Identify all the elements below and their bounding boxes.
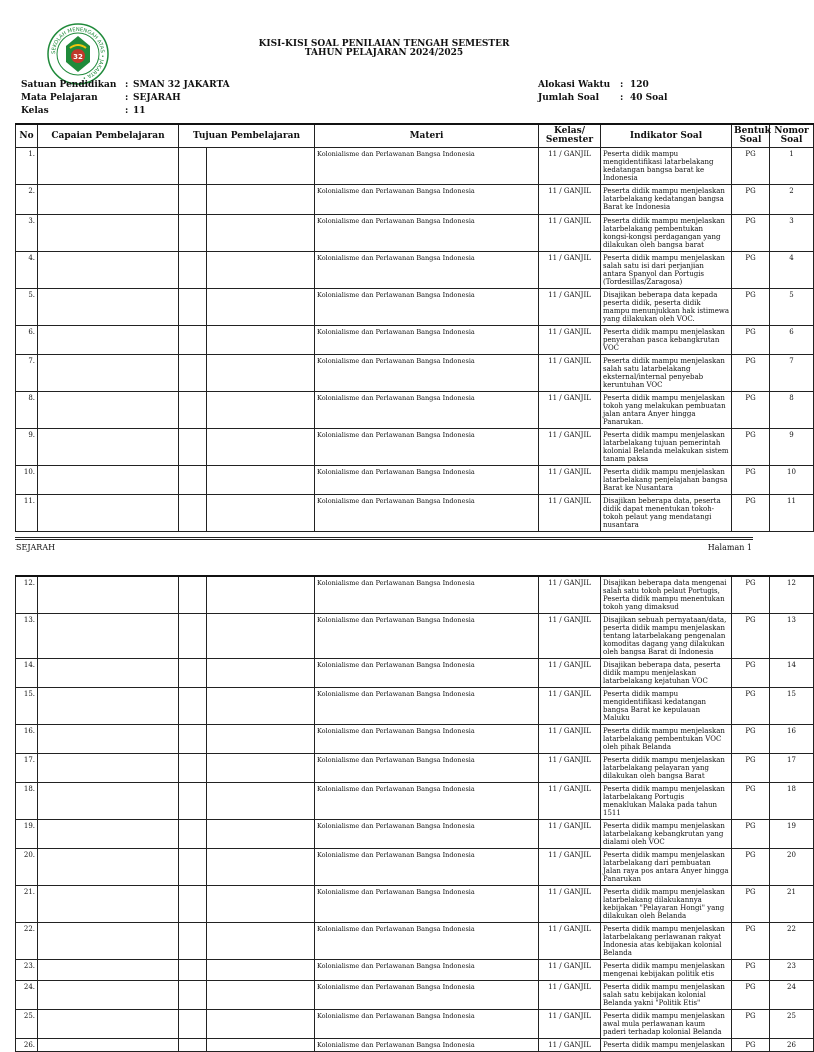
nomor-cell: 5 [770,289,814,326]
row-number: 6. [16,326,38,355]
tujuan-cell-b [207,215,315,252]
capaian-cell [38,849,179,886]
kelas-cell: 11 / GANJIL [539,783,601,820]
tujuan-cell-b [207,923,315,960]
bentuk-cell: PG [732,1010,770,1039]
materi-cell: Kolonialisme dan Perlawanan Bangsa Indonesia [315,783,539,820]
row-number: 17. [16,754,38,783]
kisi-kisi-table-page-2 [15,575,814,1052]
bentuk-cell: PG [732,355,770,392]
bentuk-cell: PG [732,886,770,923]
row-number: 22. [16,923,38,960]
row-number: 12. [16,576,38,614]
table-row [16,923,814,960]
materi-cell: Kolonialisme dan Perlawanan Bangsa Indonesia [315,215,539,252]
meta-row-jumlah: Jumlah Soal : 40 Soal [538,93,668,103]
row-number: 23. [16,960,38,981]
indikator-cell: Disajikan beberapa data, peserta didik dapat menentukan tokoh-tokoh pelaut yang mendatangi nusantara [601,495,732,532]
bentuk-cell: PG [732,754,770,783]
table-row [16,614,814,659]
row-number: 7. [16,355,38,392]
nomor-cell: 18 [770,783,814,820]
table-row [16,725,814,754]
capaian-cell [38,148,179,185]
tujuan-cell-a [179,849,207,886]
row-number: 13. [16,614,38,659]
bentuk-cell: PG [732,185,770,215]
nomor-cell: 6 [770,326,814,355]
table-row [16,148,814,185]
indikator-cell: Peserta didik mampu menjelaskan latarbelakang kedatangan bangsa Barat ke Indonesia [601,185,732,215]
table-row [16,1010,814,1039]
materi-cell: Kolonialisme dan Perlawanan Bangsa Indonesia [315,886,539,923]
bentuk-cell: PG [732,981,770,1010]
logo-number: 32 [73,53,83,61]
tujuan-cell-b [207,1010,315,1039]
row-number: 10. [16,466,38,495]
tujuan-cell-a [179,659,207,688]
tujuan-cell-a [179,252,207,289]
col-header-capaian: Capaian Pembelajaran [38,124,179,148]
nomor-cell: 13 [770,614,814,659]
tujuan-cell-b [207,355,315,392]
bentuk-cell: PG [732,148,770,185]
table-row [16,960,814,981]
indikator-cell: Disajikan beberapa data kepada peserta didik, peserta didik mampu menunjukkan hak istimewa yang dilakukan oleh VOC. [601,289,732,326]
kelas-cell: 11 / GANJIL [539,215,601,252]
capaian-cell [38,252,179,289]
kelas-cell: 11 / GANJIL [539,185,601,215]
bentuk-cell: PG [732,495,770,532]
kelas-cell: 11 / GANJIL [539,688,601,725]
table-row [16,289,814,326]
row-number: 3. [16,215,38,252]
capaian-cell [38,783,179,820]
nomor-cell: 9 [770,429,814,466]
tujuan-cell-b [207,614,315,659]
tujuan-cell-b [207,886,315,923]
kelas-cell: 11 / GANJIL [539,252,601,289]
row-number: 2. [16,185,38,215]
tujuan-cell-b [207,960,315,981]
tujuan-cell-b [207,1039,315,1052]
logo-ring-text: SEKOLAH MENENGAH ATAS • JAKARTA • [50,26,106,81]
table-row [16,783,814,820]
bentuk-cell: PG [732,466,770,495]
row-number: 16. [16,725,38,754]
indikator-cell: Disajikan beberapa data, peserta didik mampu menjelaskan latarbelakang kejatuhan VOC [601,659,732,688]
indikator-cell: Peserta didik mampu menjelaskan latarbelakang pembentukan kongsi-kongsi perdagangan yang dilakukan oleh bangsa barat [601,215,732,252]
bentuk-cell: PG [732,923,770,960]
indikator-cell: Peserta didik mampu menjelaskan salah satu kebijakan kolonial Belanda yakni "Politik Etis" [601,981,732,1010]
row-number: 26. [16,1039,38,1052]
bentuk-cell: PG [732,783,770,820]
capaian-cell [38,1039,179,1052]
materi-cell: Kolonialisme dan Perlawanan Bangsa Indonesia [315,960,539,981]
indikator-cell: Peserta didik mampu menjelaskan awal mula perlawanan kaum paderi terhadap kolonial Belanda [601,1010,732,1039]
tujuan-cell-a [179,725,207,754]
kelas-cell: 11 / GANJIL [539,614,601,659]
col-header-bentuk: Bentuk Soal [732,124,770,148]
table-row [16,392,814,429]
indikator-cell: Peserta didik mampu mengidentifikasi latarbelakang kedatangan bangsa barat ke Indonesia [601,148,732,185]
materi-cell: Kolonialisme dan Perlawanan Bangsa Indonesia [315,576,539,614]
nomor-cell: 22 [770,923,814,960]
tujuan-cell-b [207,576,315,614]
materi-cell: Kolonialisme dan Perlawanan Bangsa Indonesia [315,148,539,185]
footer-page-number: Halaman 1 [707,543,752,552]
tujuan-cell-b [207,148,315,185]
indikator-cell: Peserta didik mampu menjelaskan mengenai kebijakan politik etis [601,960,732,981]
nomor-cell: 17 [770,754,814,783]
bentuk-cell: PG [732,688,770,725]
capaian-cell [38,576,179,614]
table-row [16,688,814,725]
nomor-cell: 10 [770,466,814,495]
table-row [16,215,814,252]
table-row [16,576,814,614]
tujuan-cell-b [207,981,315,1010]
capaian-cell [38,466,179,495]
tujuan-cell-a [179,1039,207,1052]
tujuan-cell-b [207,688,315,725]
kelas-cell: 11 / GANJIL [539,576,601,614]
indikator-cell: Peserta didik mampu menjelaskan [601,1039,732,1052]
bentuk-cell: PG [732,1039,770,1052]
nomor-cell: 4 [770,252,814,289]
materi-cell: Kolonialisme dan Perlawanan Bangsa Indonesia [315,289,539,326]
bentuk-cell: PG [732,252,770,289]
nomor-cell: 14 [770,659,814,688]
capaian-cell [38,754,179,783]
tujuan-cell-a [179,185,207,215]
materi-cell: Kolonialisme dan Perlawanan Bangsa Indonesia [315,725,539,754]
capaian-cell [38,614,179,659]
bentuk-cell: PG [732,576,770,614]
table-row [16,981,814,1010]
nomor-cell: 2 [770,185,814,215]
indikator-cell: Peserta didik mampu menjelaskan latarbelakang penjelajahan bangsa Barat ke Nusantara [601,466,732,495]
capaian-cell [38,429,179,466]
table-row [16,355,814,392]
row-number: 18. [16,783,38,820]
capaian-cell [38,981,179,1010]
nomor-cell: 12 [770,576,814,614]
table-row [16,495,814,532]
capaian-cell [38,923,179,960]
kelas-cell: 11 / GANJIL [539,960,601,981]
materi-cell: Kolonialisme dan Perlawanan Bangsa Indonesia [315,355,539,392]
kelas-cell: 11 / GANJIL [539,148,601,185]
kelas-cell: 11 / GANJIL [539,495,601,532]
kelas-cell: 11 / GANJIL [539,849,601,886]
table-header-row [16,124,814,148]
table-row [16,659,814,688]
tujuan-cell-a [179,923,207,960]
tujuan-cell-a [179,688,207,725]
table-row [16,754,814,783]
tujuan-cell-a [179,754,207,783]
table-row [16,849,814,886]
nomor-cell: 25 [770,1010,814,1039]
kelas-cell: 11 / GANJIL [539,429,601,466]
indikator-cell: Peserta didik mampu menjelaskan latarbelakang tujuan pemerintah kolonial Belanda melakukan sistem tanam paksa [601,429,732,466]
indikator-cell: Peserta didik mampu menjelaskan latarbelakang perlawanan rakyat Indonesia atas kebijakan kolonial Belanda [601,923,732,960]
nomor-cell: 20 [770,849,814,886]
materi-cell: Kolonialisme dan Perlawanan Bangsa Indonesia [315,849,539,886]
indikator-cell: Peserta didik mampu menjelaskan latarbelakang pelayaran yang dilakukan oleh bangsa Barat [601,754,732,783]
bentuk-cell: PG [732,289,770,326]
materi-cell: Kolonialisme dan Perlawanan Bangsa Indonesia [315,1010,539,1039]
indikator-cell: Peserta didik mampu menjelaskan latarbelakang pembentukan VOC oleh pihak Belanda [601,725,732,754]
nomor-cell: 15 [770,688,814,725]
tujuan-cell-a [179,960,207,981]
capaian-cell [38,820,179,849]
row-number: 8. [16,392,38,429]
kelas-cell: 11 / GANJIL [539,1010,601,1039]
materi-cell: Kolonialisme dan Perlawanan Bangsa Indonesia [315,185,539,215]
tujuan-cell-b [207,754,315,783]
bentuk-cell: PG [732,215,770,252]
bentuk-cell: PG [732,326,770,355]
materi-cell: Kolonialisme dan Perlawanan Bangsa Indonesia [315,392,539,429]
row-number: 14. [16,659,38,688]
col-header-tujuan: Tujuan Pembelajaran [179,124,315,148]
capaian-cell [38,326,179,355]
table-row [16,252,814,289]
document-title: KISI-KISI SOAL PENILAIAN TENGAH SEMESTER [258,39,510,49]
meta-row-kelas: Kelas : 11 [21,106,146,116]
row-number: 11. [16,495,38,532]
nomor-cell: 23 [770,960,814,981]
tujuan-cell-b [207,820,315,849]
bentuk-cell: PG [732,820,770,849]
row-number: 9. [16,429,38,466]
footer-subject: SEJARAH [16,543,56,552]
tujuan-cell-a [179,289,207,326]
tujuan-cell-a [179,614,207,659]
nomor-cell: 24 [770,981,814,1010]
tujuan-cell-b [207,783,315,820]
materi-cell: Kolonialisme dan Perlawanan Bangsa Indonesia [315,1039,539,1052]
kelas-cell: 11 / GANJIL [539,981,601,1010]
indikator-cell: Peserta didik mampu menjelaskan tokoh yang melakukan pembuatan jalan antara Anyer hingga Panarukan. [601,392,732,429]
bentuk-cell: PG [732,429,770,466]
nomor-cell: 1 [770,148,814,185]
tujuan-cell-b [207,466,315,495]
capaian-cell [38,215,179,252]
tujuan-cell-a [179,429,207,466]
tujuan-cell-b [207,659,315,688]
capaian-cell [38,659,179,688]
table-row [16,185,814,215]
tujuan-cell-a [179,1010,207,1039]
row-number: 5. [16,289,38,326]
meta-row-alokasi: Alokasi Waktu : 120 [538,80,649,90]
capaian-cell [38,688,179,725]
indikator-cell: Peserta didik mampu menjelaskan salah satu latarbelakang eksternal/internal penyebab keruntuhan VOC [601,355,732,392]
kelas-cell: 11 / GANJIL [539,289,601,326]
row-number: 20. [16,849,38,886]
nomor-cell: 3 [770,215,814,252]
nomor-cell: 26 [770,1039,814,1052]
capaian-cell [38,185,179,215]
capaian-cell [38,392,179,429]
tujuan-cell-a [179,392,207,429]
materi-cell: Kolonialisme dan Perlawanan Bangsa Indonesia [315,981,539,1010]
tujuan-cell-a [179,495,207,532]
materi-cell: Kolonialisme dan Perlawanan Bangsa Indonesia [315,614,539,659]
kelas-cell: 11 / GANJIL [539,923,601,960]
tujuan-cell-b [207,289,315,326]
capaian-cell [38,1010,179,1039]
kelas-cell: 11 / GANJIL [539,355,601,392]
kelas-cell: 11 / GANJIL [539,326,601,355]
table-row [16,429,814,466]
col-header-indikator: Indikator Soal [601,124,732,148]
capaian-cell [38,725,179,754]
page-footer-rule [15,537,753,540]
table-row [16,1039,814,1052]
bentuk-cell: PG [732,725,770,754]
row-number: 4. [16,252,38,289]
tujuan-cell-a [179,886,207,923]
bentuk-cell: PG [732,960,770,981]
materi-cell: Kolonialisme dan Perlawanan Bangsa Indonesia [315,820,539,849]
bentuk-cell: PG [732,849,770,886]
indikator-cell: Disajikan sebuah pernyataan/data, peserta didik mampu menjelaskan tentang latarbelakang pengenalan komoditas dagang yang dilakukan oleh bangsa Barat di Indonesia [601,614,732,659]
table-row [16,466,814,495]
tujuan-cell-a [179,576,207,614]
indikator-cell: Peserta didik mampu menjelaskan penyerahan pasca kebangkrutan VOC [601,326,732,355]
meta-row-satuan: Satuan Pendidikan : SMAN 32 JAKARTA [21,80,230,90]
nomor-cell: 21 [770,886,814,923]
document-subtitle: TAHUN PELAJARAN 2024/2025 [304,48,464,58]
tujuan-cell-b [207,429,315,466]
materi-cell: Kolonialisme dan Perlawanan Bangsa Indonesia [315,252,539,289]
materi-cell: Kolonialisme dan Perlawanan Bangsa Indonesia [315,495,539,532]
capaian-cell [38,495,179,532]
bentuk-cell: PG [732,659,770,688]
indikator-cell: Disajikan beberapa data mengenai salah satu tokoh pelaut Portugis, Peserta didik mampu menentukan tokoh yang dimaksud [601,576,732,614]
materi-cell: Kolonialisme dan Perlawanan Bangsa Indonesia [315,326,539,355]
kisi-kisi-table-page-1 [15,123,814,532]
tujuan-cell-a [179,981,207,1010]
tujuan-cell-b [207,725,315,754]
row-number: 21. [16,886,38,923]
tujuan-cell-a [179,148,207,185]
materi-cell: Kolonialisme dan Perlawanan Bangsa Indonesia [315,688,539,725]
row-number: 15. [16,688,38,725]
indikator-cell: Peserta didik mampu menjelaskan salah satu isi dari perjanjian antara Spanyol dan Portugis (Tordesillas/Zaragosa) [601,252,732,289]
capaian-cell [38,960,179,981]
materi-cell: Kolonialisme dan Perlawanan Bangsa Indonesia [315,466,539,495]
row-number: 1. [16,148,38,185]
kelas-cell: 11 / GANJIL [539,754,601,783]
kelas-cell: 11 / GANJIL [539,392,601,429]
table-row [16,326,814,355]
tujuan-cell-b [207,849,315,886]
nomor-cell: 7 [770,355,814,392]
kelas-cell: 11 / GANJIL [539,725,601,754]
tujuan-cell-a [179,326,207,355]
table-row [16,820,814,849]
indikator-cell: Peserta didik mampu mengidentifikasi kedatangan bangsa Barat ke kepulauan Maluku [601,688,732,725]
table-row [16,886,814,923]
col-header-materi: Materi [315,124,539,148]
indikator-cell: Peserta didik mampu menjelaskan latarbelakang kebangkrutan yang dialami oleh VOC [601,820,732,849]
capaian-cell [38,355,179,392]
bentuk-cell: PG [732,614,770,659]
materi-cell: Kolonialisme dan Perlawanan Bangsa Indonesia [315,659,539,688]
tujuan-cell-a [179,355,207,392]
capaian-cell [38,886,179,923]
tujuan-cell-b [207,185,315,215]
meta-right [538,79,667,105]
meta-left [21,79,230,118]
col-header-kelas: Kelas/ Semester [539,124,601,148]
tujuan-cell-a [179,466,207,495]
row-number: 24. [16,981,38,1010]
tujuan-cell-b [207,252,315,289]
nomor-cell: 19 [770,820,814,849]
tujuan-cell-b [207,326,315,355]
materi-cell: Kolonialisme dan Perlawanan Bangsa Indonesia [315,923,539,960]
materi-cell: Kolonialisme dan Perlawanan Bangsa Indonesia [315,754,539,783]
tujuan-cell-b [207,495,315,532]
kelas-cell: 11 / GANJIL [539,1039,601,1052]
tujuan-cell-a [179,820,207,849]
materi-cell: Kolonialisme dan Perlawanan Bangsa Indonesia [315,429,539,466]
tujuan-cell-b [207,392,315,429]
col-header-no: No [16,124,38,148]
indikator-cell: Peserta didik mampu menjelaskan latarbelakang Portugis menaklukan Malaka pada tahun 1511 [601,783,732,820]
tujuan-cell-a [179,215,207,252]
col-header-nomor: Nomor Soal [770,124,814,148]
nomor-cell: 16 [770,725,814,754]
row-number: 25. [16,1010,38,1039]
bentuk-cell: PG [732,392,770,429]
kelas-cell: 11 / GANJIL [539,820,601,849]
nomor-cell: 11 [770,495,814,532]
nomor-cell: 8 [770,392,814,429]
row-number: 19. [16,820,38,849]
indikator-cell: Peserta didik mampu menjelaskan latarbelakang dari pembuatan Jalan raya pos antara Anyer hingga Panarukan [601,849,732,886]
kelas-cell: 11 / GANJIL [539,886,601,923]
indikator-cell: Peserta didik mampu menjelaskan latarbelakang dilakukannya kebijakan "Pelayaran Hongi" yang dilakukan oleh Belanda [601,886,732,923]
tujuan-cell-a [179,783,207,820]
kelas-cell: 11 / GANJIL [539,466,601,495]
meta-row-mapel: Mata Pelajaran : SEJARAH [21,93,181,103]
kelas-cell: 11 / GANJIL [539,659,601,688]
capaian-cell [38,289,179,326]
